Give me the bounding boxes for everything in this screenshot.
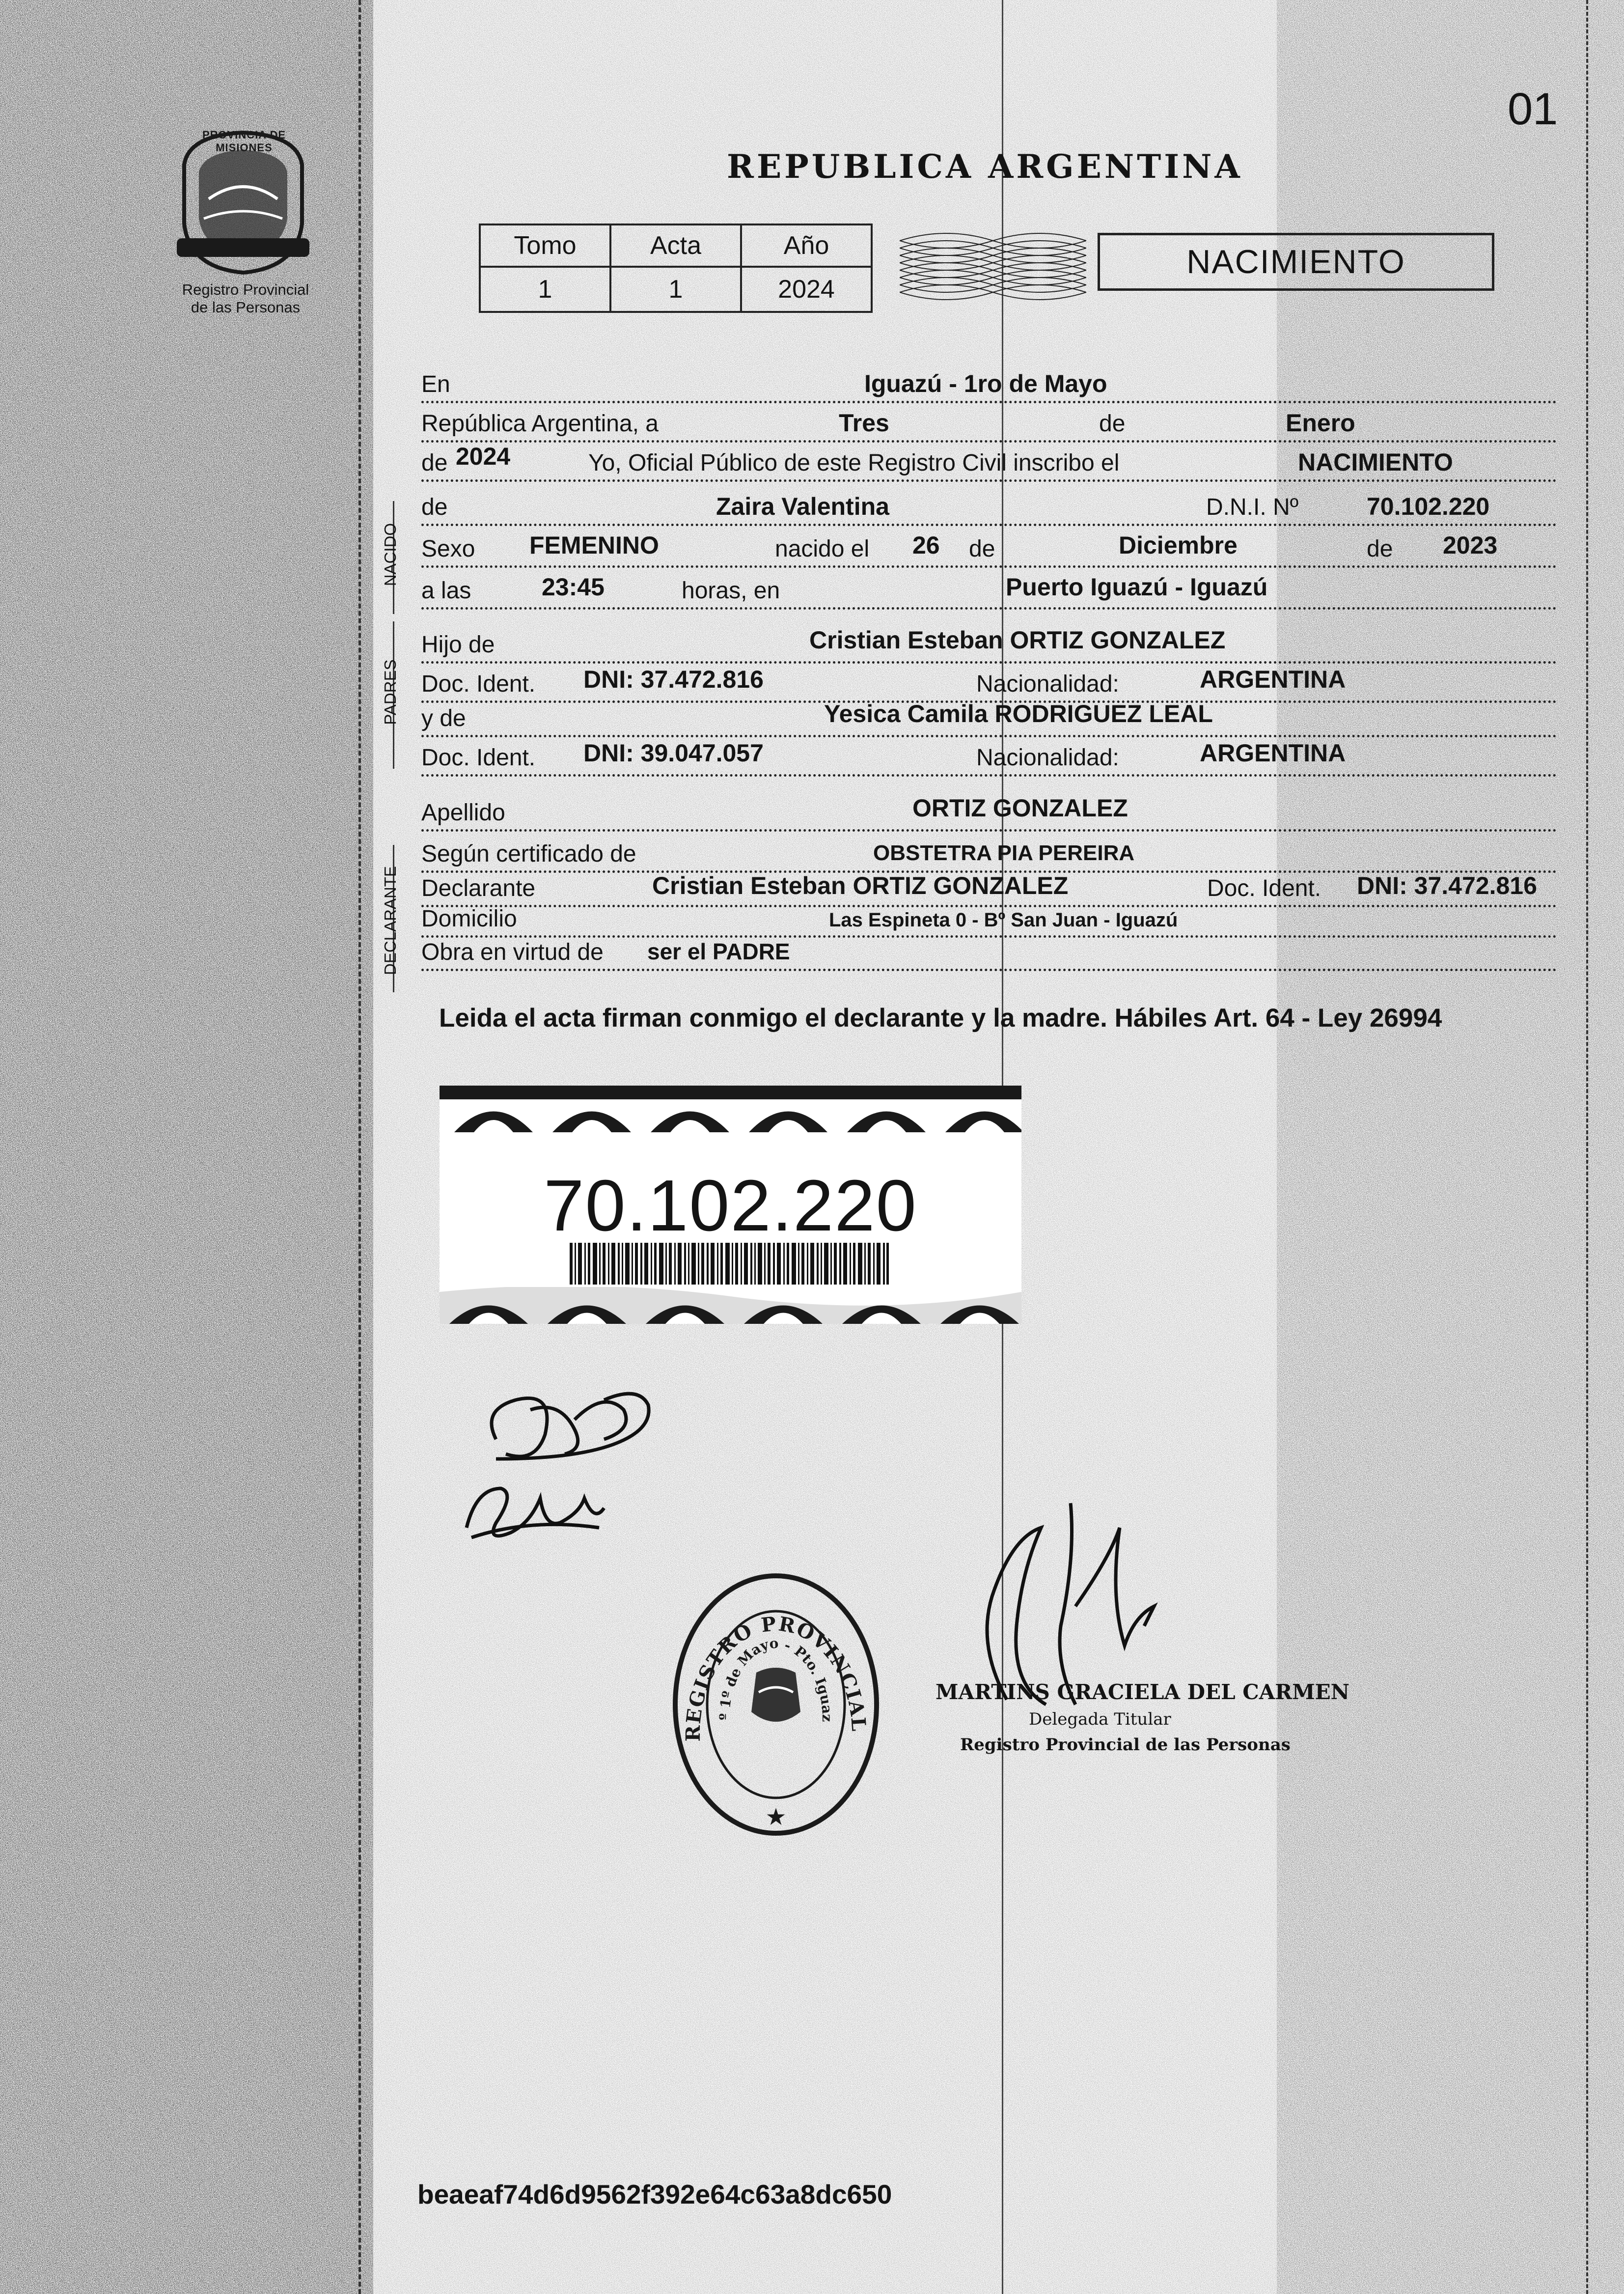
section-declarante: DECLARANTE: [381, 854, 400, 987]
label-yo-oficial: Yo, Oficial Público de este Registro Civil inscribo el: [588, 449, 1119, 476]
father-nationality: ARGENTINA: [1200, 665, 1346, 694]
official-role: Delegada Titular: [1029, 1709, 1171, 1729]
label-declarant-doc: Doc. Ident.: [1207, 875, 1321, 902]
label-mother-doc: Doc. Ident.: [421, 744, 535, 771]
anio-value: 2024: [741, 267, 872, 312]
child-birth-time: 23:45: [542, 573, 605, 601]
registration-day: Tres: [839, 409, 889, 437]
seal-outer-text: REGISTRO PROVINCIAL: [670, 1572, 870, 1742]
emblem-text: PROVINCIA DE MISIONES: [193, 129, 296, 154]
tomo-value: 1: [480, 267, 610, 312]
tomo-label: Tomo: [480, 224, 610, 267]
label-segun-cert: Según certificado de: [421, 840, 636, 867]
acta-label: Acta: [610, 224, 741, 267]
mother-name: Yesica Camila RODRIGUEZ LEAL: [824, 699, 1213, 728]
official-office: Registro Provincial de las Personas: [960, 1735, 1291, 1755]
label-horas-en: horas, en: [682, 577, 780, 604]
document-hash: beaeaf74d6d9562f392e64c63a8dc650: [417, 2179, 892, 2210]
registration-year: 2024: [456, 442, 510, 471]
child-dni: 70.102.220: [1367, 492, 1489, 521]
seal-inner-text: º 1º de Mayo - Pto. Iguaz: [670, 1572, 835, 1722]
issuer-caption-line1: Registro Provincial: [157, 281, 334, 299]
registration-month: Enero: [1286, 409, 1355, 437]
anio-label: Año: [741, 224, 872, 267]
label-nacido-el: nacido el: [775, 535, 869, 562]
label-apellido: Apellido: [421, 799, 505, 826]
child-birth-year: 2023: [1443, 531, 1497, 560]
registration-place: Iguazú - 1ro de Mayo: [864, 369, 1107, 398]
father-doc: DNI: 37.472.816: [583, 665, 764, 694]
registration-act-type: NACIMIENTO: [1298, 448, 1453, 476]
acta-value: 1: [610, 267, 741, 312]
label-de-month: de: [1099, 410, 1125, 437]
certificate-by: OBSTETRA PIA PEREIRA: [873, 841, 1134, 866]
label-republica: República Argentina, a: [421, 410, 659, 437]
child-sex: FEMENINO: [529, 531, 659, 560]
issuer-caption-line2: de las Personas: [157, 299, 334, 316]
label-hijo-de: Hijo de: [421, 631, 495, 658]
declarant-in-virtue: ser el PADRE: [647, 938, 790, 965]
section-nacido: NACIDO: [381, 508, 400, 601]
label-father-doc: Doc. Ident.: [421, 671, 535, 698]
declarant-address: Las Espineta 0 - Bº San Juan - Iguazú: [829, 909, 1178, 931]
page-number: 01: [1508, 84, 1558, 135]
label-mother-nationality: Nacionalidad:: [976, 744, 1119, 771]
child-birth-month: Diciembre: [1119, 531, 1238, 560]
label-dni: D.N.I. Nº: [1206, 494, 1298, 521]
label-de-name: de: [421, 494, 447, 521]
label-de-anio: de: [1367, 535, 1393, 562]
mother-doc: DNI: 39.047.057: [583, 739, 764, 767]
child-surname: ORTIZ GONZALEZ: [912, 794, 1128, 822]
label-sexo: Sexo: [421, 535, 475, 562]
official-name: MARTINS GRACIELA DEL CARMEN: [936, 1680, 1349, 1704]
label-de-year: de: [421, 449, 447, 476]
svg-text:★: ★: [765, 1804, 786, 1830]
label-father-nationality: Nacionalidad:: [976, 671, 1119, 698]
record-type-box: NACIMIENTO: [1098, 233, 1494, 291]
label-a-las: a las: [421, 577, 471, 604]
label-obra-virtud: Obra en virtud de: [421, 939, 604, 966]
declarant-doc: DNI: 37.472.816: [1357, 871, 1537, 900]
label-declarante: Declarante: [421, 875, 535, 902]
child-birth-place: Puerto Iguazú - Iguazú: [1006, 573, 1267, 601]
section-padres: PADRES: [381, 645, 400, 739]
label-en: En: [421, 371, 450, 398]
child-name: Zaira Valentina: [716, 492, 889, 521]
mother-nationality: ARGENTINA: [1200, 739, 1346, 767]
child-birth-day: 26: [912, 531, 940, 560]
label-de-day: de: [969, 535, 995, 562]
page-title: REPUBLICA ARGENTINA: [727, 147, 1243, 186]
closing-note: Leida el acta firman conmigo el declarante y la madre. Hábiles Art. 64 - Ley 26994: [439, 1002, 1554, 1035]
label-domicilio: Domicilio: [421, 905, 517, 932]
declarant-name: Cristian Esteban ORTIZ GONZALEZ: [652, 871, 1068, 900]
label-y-de: y de: [421, 705, 466, 732]
father-name: Cristian Esteban ORTIZ GONZALEZ: [809, 626, 1225, 654]
dni-sticker-number: 70.102.220: [440, 1164, 1021, 1248]
